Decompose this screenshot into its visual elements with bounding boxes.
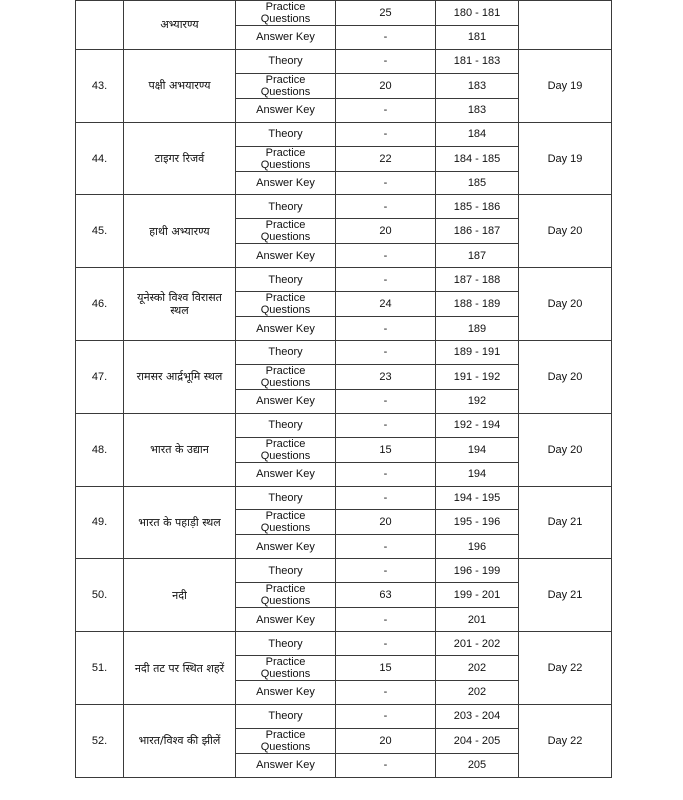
page-range: 183	[436, 73, 519, 98]
chapter-number: 52.	[76, 704, 124, 777]
question-count: -	[336, 49, 436, 73]
question-count: -	[336, 341, 436, 365]
table-row	[76, 268, 612, 292]
question-count: 22	[336, 146, 436, 171]
page-range: 189	[436, 317, 519, 341]
section-type: Practice Questions	[236, 146, 336, 171]
section-type: Theory	[236, 704, 336, 728]
section-type: Answer Key	[236, 462, 336, 486]
page-range: 192	[436, 389, 519, 413]
question-count: -	[336, 122, 436, 146]
page-range: 183	[436, 98, 519, 122]
table-row	[76, 1, 612, 26]
chapter-topic: हाथी अभ्यारण्य	[124, 195, 236, 268]
question-count: -	[336, 317, 436, 341]
question-count: -	[336, 535, 436, 559]
section-type: Answer Key	[236, 98, 336, 122]
question-count: -	[336, 26, 436, 50]
table-row	[76, 704, 612, 728]
page-range: 191 - 192	[436, 364, 519, 389]
schedule-body	[76, 1, 612, 778]
chapter-topic: भारत के उद्यान	[124, 413, 236, 486]
page-range: 194 - 195	[436, 486, 519, 510]
question-count: 24	[336, 292, 436, 317]
section-type: Theory	[236, 49, 336, 73]
page-range: 194	[436, 462, 519, 486]
chapter-topic: अभ्यारण्य	[124, 1, 236, 50]
section-type: Theory	[236, 486, 336, 510]
page-range: 188 - 189	[436, 292, 519, 317]
section-type: Answer Key	[236, 608, 336, 632]
section-type: Practice Questions	[236, 510, 336, 535]
table-row	[76, 195, 612, 219]
question-count: -	[336, 268, 436, 292]
chapter-number: 45.	[76, 195, 124, 268]
study-day: Day 20	[519, 195, 612, 268]
section-type: Practice Questions	[236, 219, 336, 244]
schedule-table	[75, 0, 612, 778]
table-row	[76, 559, 612, 583]
page-range: 184	[436, 122, 519, 146]
section-type: Practice Questions	[236, 728, 336, 753]
question-count: -	[336, 98, 436, 122]
question-count: -	[336, 632, 436, 656]
study-day: Day 21	[519, 559, 612, 632]
section-type: Practice Questions	[236, 437, 336, 462]
table-row	[76, 122, 612, 146]
chapter-number: 43.	[76, 49, 124, 122]
page-range: 181	[436, 26, 519, 50]
section-type: Answer Key	[236, 535, 336, 559]
section-type: Practice Questions	[236, 73, 336, 98]
page-range: 196 - 199	[436, 559, 519, 583]
section-type: Practice Questions	[236, 292, 336, 317]
page-range: 196	[436, 535, 519, 559]
section-type: Practice Questions	[236, 656, 336, 681]
table-row	[76, 413, 612, 437]
question-count: 15	[336, 437, 436, 462]
question-count: -	[336, 171, 436, 195]
study-day: Day 19	[519, 122, 612, 195]
study-day: Day 20	[519, 268, 612, 341]
chapter-topic: भारत के पहाड़ी स्थल	[124, 486, 236, 559]
question-count: -	[336, 462, 436, 486]
study-day: Day 22	[519, 632, 612, 705]
section-type: Answer Key	[236, 26, 336, 50]
study-day: Day 19	[519, 49, 612, 122]
page-range: 184 - 185	[436, 146, 519, 171]
section-type: Theory	[236, 195, 336, 219]
section-type: Theory	[236, 413, 336, 437]
question-count: -	[336, 681, 436, 705]
chapter-topic: यूनेस्को विश्व विरासत स्थल	[124, 268, 236, 341]
section-type: Answer Key	[236, 317, 336, 341]
section-type: Practice Questions	[236, 1, 336, 26]
question-count: -	[336, 413, 436, 437]
chapter-topic: पक्षी अभयारण्य	[124, 49, 236, 122]
table-row	[76, 49, 612, 73]
page-range: 185	[436, 171, 519, 195]
question-count: -	[336, 704, 436, 728]
page-range: 194	[436, 437, 519, 462]
table-row	[76, 486, 612, 510]
page-range: 187 - 188	[436, 268, 519, 292]
page-range: 202	[436, 681, 519, 705]
chapter-number: 44.	[76, 122, 124, 195]
question-count: -	[336, 753, 436, 777]
page-range: 204 - 205	[436, 728, 519, 753]
chapter-topic: टाइगर रिजर्व	[124, 122, 236, 195]
question-count: 20	[336, 510, 436, 535]
section-type: Answer Key	[236, 389, 336, 413]
page-range: 203 - 204	[436, 704, 519, 728]
section-type: Theory	[236, 341, 336, 365]
section-type: Answer Key	[236, 681, 336, 705]
question-count: 15	[336, 656, 436, 681]
question-count: 20	[336, 728, 436, 753]
page-range: 192 - 194	[436, 413, 519, 437]
study-day: Day 22	[519, 704, 612, 777]
question-count: 20	[336, 219, 436, 244]
chapter-number	[76, 1, 124, 50]
page-range: 185 - 186	[436, 195, 519, 219]
section-type: Theory	[236, 122, 336, 146]
study-day: Day 20	[519, 413, 612, 486]
chapter-number: 47.	[76, 341, 124, 414]
table-row	[76, 341, 612, 365]
chapter-number: 46.	[76, 268, 124, 341]
page-range: 189 - 191	[436, 341, 519, 365]
chapter-number: 50.	[76, 559, 124, 632]
page-range: 180 - 181	[436, 1, 519, 26]
section-type: Answer Key	[236, 244, 336, 268]
page-range: 201	[436, 608, 519, 632]
section-type: Theory	[236, 268, 336, 292]
chapter-topic: नदी	[124, 559, 236, 632]
chapter-topic: नदी तट पर स्थित शहरें	[124, 632, 236, 705]
question-count: -	[336, 244, 436, 268]
chapter-number: 49.	[76, 486, 124, 559]
study-day: Day 21	[519, 486, 612, 559]
study-day	[519, 1, 612, 50]
section-type: Theory	[236, 632, 336, 656]
page-range: 201 - 202	[436, 632, 519, 656]
chapter-number: 51.	[76, 632, 124, 705]
question-count: 25	[336, 1, 436, 26]
section-type: Answer Key	[236, 753, 336, 777]
page-range: 202	[436, 656, 519, 681]
page-range: 199 - 201	[436, 583, 519, 608]
section-type: Answer Key	[236, 171, 336, 195]
question-count: -	[336, 559, 436, 583]
chapter-topic: भारत/विश्व की झीलें	[124, 704, 236, 777]
question-count: -	[336, 608, 436, 632]
question-count: 20	[336, 73, 436, 98]
section-type: Theory	[236, 559, 336, 583]
page-range: 195 - 196	[436, 510, 519, 535]
page-range: 186 - 187	[436, 219, 519, 244]
chapter-topic: रामसर आर्द्रभूमि स्थल	[124, 341, 236, 414]
question-count: -	[336, 195, 436, 219]
chapter-number: 48.	[76, 413, 124, 486]
question-count: 23	[336, 364, 436, 389]
section-type: Practice Questions	[236, 583, 336, 608]
study-day: Day 20	[519, 341, 612, 414]
question-count: 63	[336, 583, 436, 608]
section-type: Practice Questions	[236, 364, 336, 389]
page-range: 181 - 183	[436, 49, 519, 73]
question-count: -	[336, 486, 436, 510]
page-range: 187	[436, 244, 519, 268]
page-range: 205	[436, 753, 519, 777]
question-count: -	[336, 389, 436, 413]
table-row	[76, 632, 612, 656]
